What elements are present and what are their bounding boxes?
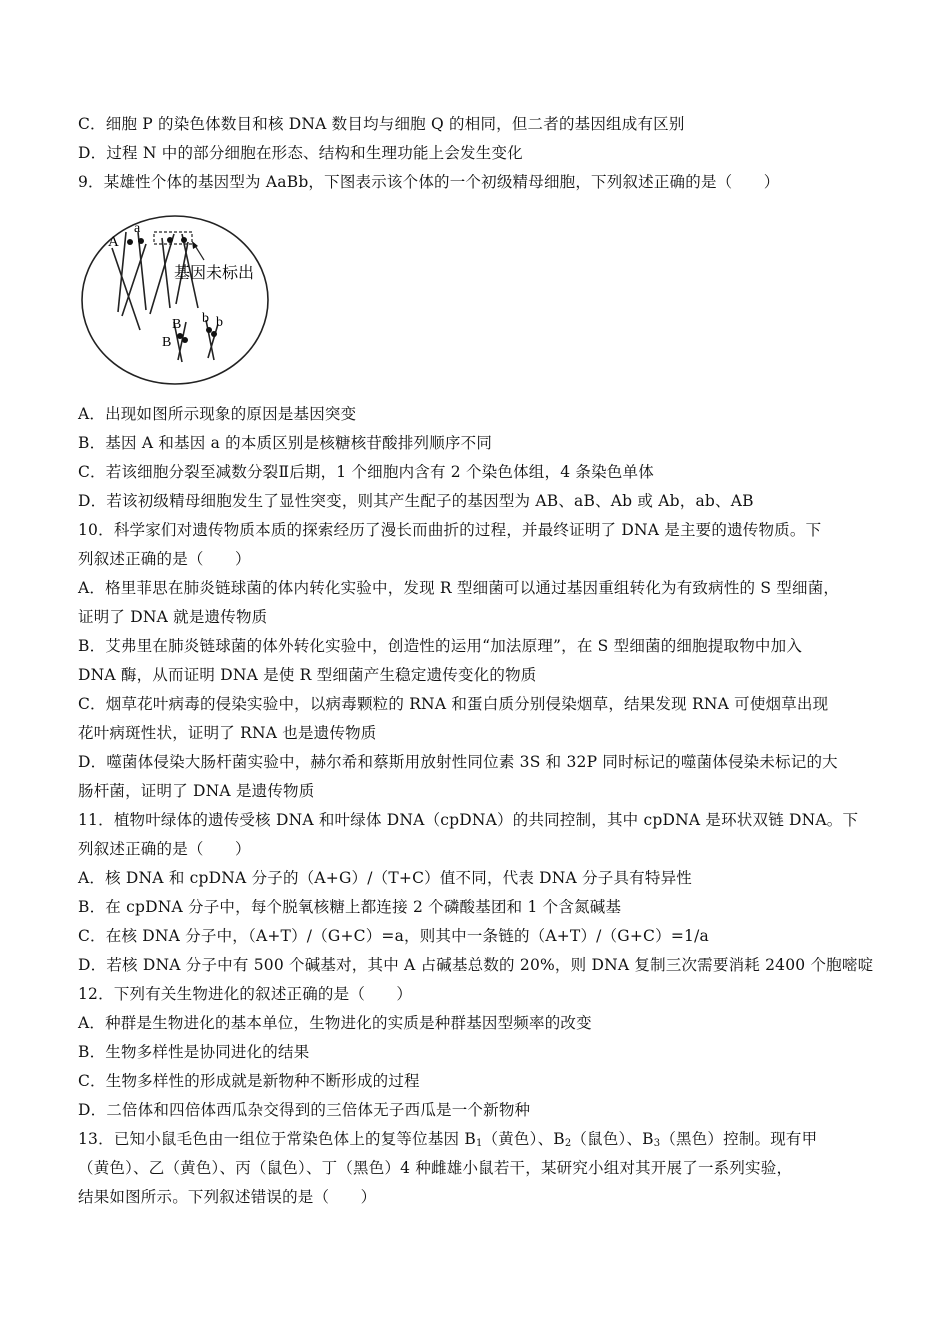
q11-option-d: D．若核 DNA 分子中有 500 个碱基对，其中 A 占碱基总数的 20%，则 DNA 复制三次需要消耗 2400 个胞嘧啶 [78, 956, 874, 974]
q8-option-c: C．细胞 P 的染色体数目和核 DNA 数目均与细胞 Q 的相同，但二者的基因组成有区别 [78, 115, 685, 133]
q11-option-a: A．核 DNA 和 cpDNA 分子的（A+G）/（T+C）值不同，代表 DNA 分子具有特异性 [78, 869, 692, 887]
q10-option-b-line2: DNA 酶，从而证明 DNA 是使 R 型细菌产生稳定遗传变化的物质 [78, 666, 537, 684]
q9-option-c: C．若该细胞分裂至减数分裂Ⅱ后期，1 个细胞内含有 2 个染色体组，4 条染色单体 [78, 463, 654, 481]
gene-label-b-right: b [216, 315, 223, 330]
q13-stem-line3: 结果如图所示。下列叙述错误的是（ ） [78, 1188, 377, 1206]
q11-stem-line1: 11．植物叶绿体的遗传受核 DNA 和叶绿体 DNA（cpDNA）的共同控制，其中 cpDNA 是环状双链 DNA。下 [78, 811, 859, 829]
q9-option-b: B．基因 A 和基因 a 的本质区别是核糖核苷酸排列顺序不同 [78, 434, 493, 452]
q10-option-a-line2: 证明了 DNA 就是遗传物质 [78, 608, 268, 626]
q10-stem-line1: 10．科学家们对遗传物质本质的探索经历了漫长而曲折的过程，并最终证明了 DNA 是主要的遗传物质。下 [78, 521, 822, 539]
q10-option-c-line2: 花叶病斑性状，证明了 RNA 也是遗传物质 [78, 724, 377, 742]
q12-option-c: C．生物多样性的形成就是新物种不断形成的过程 [78, 1072, 420, 1090]
gene-label-a: a [134, 221, 141, 236]
gene-label-A: A [108, 234, 119, 250]
q10-option-d-line2: 肠杆菌，证明了 DNA 是遗传物质 [78, 782, 315, 800]
q10-option-c-line1: C．烟草花叶病毒的侵染实验中，以病毒颗粒的 RNA 和蛋白质分别侵染烟草，结果发现 RNA 可使烟草出现 [78, 695, 829, 713]
gene-label-B-upper: B [172, 317, 182, 332]
q11-option-b: B．在 cpDNA 分子中，每个脱氧核糖上都连接 2 个磷酸基团和 1 个含氮碱基 [78, 898, 622, 916]
q8-option-d: D．过程 N 中的部分细胞在形态、结构和生理功能上会发生变化 [78, 144, 523, 162]
q13-stem-line1: 13．已知小鼠毛色由一组位于常染色体上的复等位基因 $B_1$（黄色）、$B_2$（鼠色）、$B_3$（黑色）控制。现有甲 [78, 1130, 818, 1149]
q12-stem: 12．下列有关生物进化的叙述正确的是（ ） [78, 985, 413, 1003]
q11-option-c: C．在核 DNA 分子中，（A+T）/（G+C）=a，则其中一条链的（A+T）/（G+C）=1/a [78, 927, 709, 945]
q13-stem-line2: （黄色）、乙（黄色）、丙（鼠色）、丁（黑色）4 种雌雄小鼠若干，某研究小组对其开展了一系列实验， [78, 1159, 793, 1177]
q10-stem-line2: 列叙述正确的是（ ） [78, 550, 251, 568]
q10-option-d-line1: D．噬菌体侵染大肠杆菌实验中，赫尔希和蔡斯用放射性同位素 3S 和 32P 同时标记的噬菌体侵染未标记的大 [78, 753, 838, 771]
q12-option-b: B．生物多样性是协同进化的结果 [78, 1043, 310, 1061]
q9-option-d: D．若该初级精母细胞发生了显性突变，则其产生配子的基因型为 AB、aB、Ab 或 Ab，ab、AB [78, 492, 754, 510]
q9-option-a: A．出现如图所示现象的原因是基因突变 [78, 405, 357, 423]
q11-stem-line2: 列叙述正确的是（ ） [78, 840, 251, 858]
q9-stem: 9．某雄性个体的基因型为 AaBb，下图表示该个体的一个初级精母细胞，下列叙述正确的是（ ） [78, 173, 780, 191]
q10-option-a-line1: A．格里菲思在肺炎链球菌的体内转化实验中，发现 R 型细菌可以通过基因重组转化为有致病性的 S 型细菌， [78, 579, 840, 597]
primary-spermatocyte-figure [78, 212, 273, 390]
gene-label-B-lower: B [162, 335, 172, 350]
q12-option-d: D．二倍体和四倍体西瓜杂交得到的三倍体无子西瓜是一个新物种 [78, 1101, 531, 1119]
annotation-genes-not-marked: 基因未标出 [174, 263, 255, 282]
q10-option-b-line1: B．艾弗里在肺炎链球菌的体外转化实验中，创造性的运用“加法原理”，在 S 型细菌的细胞提取物中加入 [78, 637, 803, 655]
gene-label-b-left: b [202, 311, 209, 326]
q12-option-a: A．种群是生物进化的基本单位，生物进化的实质是种群基因型频率的改变 [78, 1014, 592, 1032]
